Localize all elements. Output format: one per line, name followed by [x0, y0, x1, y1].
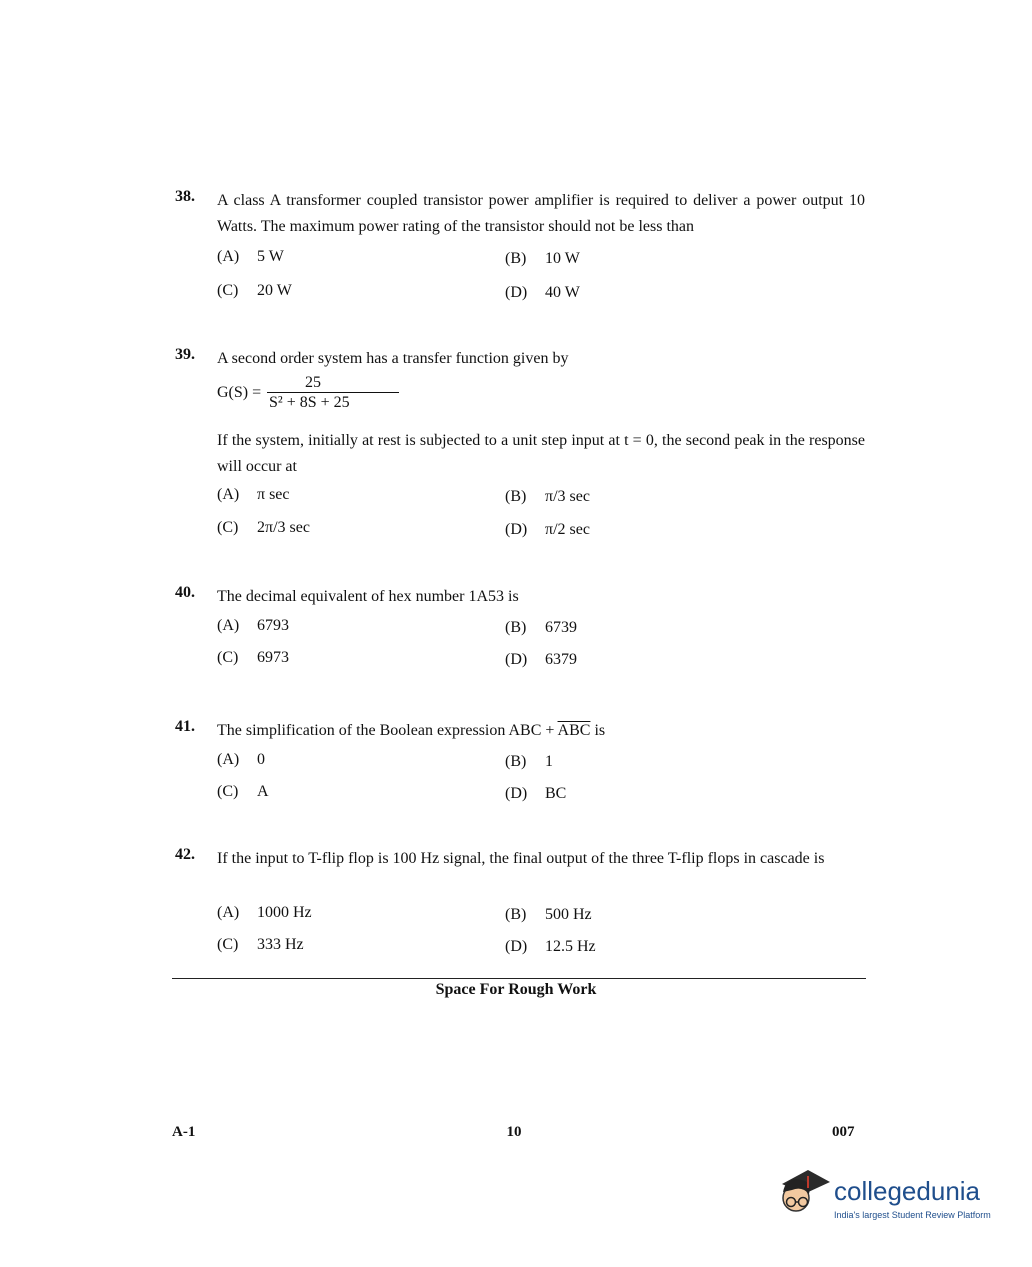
- rough-work-heading: Space For Rough Work: [435, 981, 597, 998]
- option-d: (D) 6379: [505, 651, 577, 668]
- option-c: (C) 333 Hz: [217, 936, 304, 953]
- fraction-bar: [267, 392, 399, 393]
- question-text: The decimal equivalent of hex number 1A53 is: [217, 588, 519, 605]
- question-38: [175, 188, 865, 308]
- formula-numerator: 25: [305, 374, 321, 391]
- question-39: [175, 346, 865, 546]
- question-number: 40.: [175, 584, 195, 601]
- option-d: (D) 40 W: [505, 284, 580, 301]
- question-40: [175, 584, 865, 674]
- option-c: (C) 20 W: [217, 282, 292, 299]
- question-number: 39.: [175, 346, 195, 363]
- formula-lhs: G(S) =: [217, 384, 262, 401]
- option-c: (C) A: [217, 783, 269, 800]
- transfer-function-formula: [217, 374, 417, 418]
- option-b: (B) 500 Hz: [505, 906, 592, 923]
- formula-denominator: S² + 8S + 25: [269, 394, 350, 411]
- overline-expression: $\overline{ABC}$: [557, 722, 591, 739]
- question-number: 42.: [175, 846, 195, 863]
- footer-serial: 007: [832, 1124, 855, 1140]
- question-text: A class A transformer coupled transistor power amplifier is required to deliver a power output 10 Watts. The maximum power rating of the transistor should not be less than: [217, 192, 865, 235]
- question-text: A second order system has a transfer function given by: [217, 350, 569, 367]
- option-a: (A) 0: [217, 751, 265, 768]
- option-a: (A) 1000 Hz: [217, 904, 312, 921]
- option-c: (C) 6973: [217, 649, 289, 666]
- logo-wordmark: collegedunia: [834, 1176, 981, 1206]
- option-b: (B) 10 W: [505, 250, 580, 267]
- option-a: (A) 5 W: [217, 248, 284, 265]
- footer-code: A-1: [172, 1124, 196, 1140]
- option-b: (B) π/3 sec: [505, 488, 590, 505]
- question-41: [175, 718, 865, 808]
- question-number: 41.: [175, 718, 195, 735]
- option-b: (B) 1: [505, 753, 553, 770]
- option-d: (D) π/2 sec: [505, 521, 590, 538]
- question-42: [175, 846, 865, 966]
- logo-tagline: India's largest Student Review Platform: [834, 1210, 991, 1220]
- option-a: (A) 6793: [217, 617, 289, 634]
- question-text: The simplification of the Boolean expression ABC + $\overline{ABC}$ is: [217, 722, 606, 739]
- question-number: 38.: [175, 188, 195, 205]
- mascot-icon: [772, 1164, 832, 1224]
- option-b: (B) 6739: [505, 619, 577, 636]
- divider-line: [172, 978, 866, 979]
- option-d: (D) 12.5 Hz: [505, 938, 596, 955]
- question-text: If the input to T-flip flop is 100 Hz signal, the final output of the three T-flip flops in cascade is: [217, 850, 825, 867]
- option-c: (C) 2π/3 sec: [217, 519, 310, 536]
- collegedunia-logo: [772, 1160, 1002, 1230]
- page-number: 10: [506, 1124, 522, 1140]
- question-text-continued: If the system, initially at rest is subjected to a unit step input at t = 0, the second peak in the response will occur at: [217, 432, 865, 475]
- option-a: (A) π sec: [217, 486, 290, 503]
- option-d: (D) BC: [505, 785, 567, 802]
